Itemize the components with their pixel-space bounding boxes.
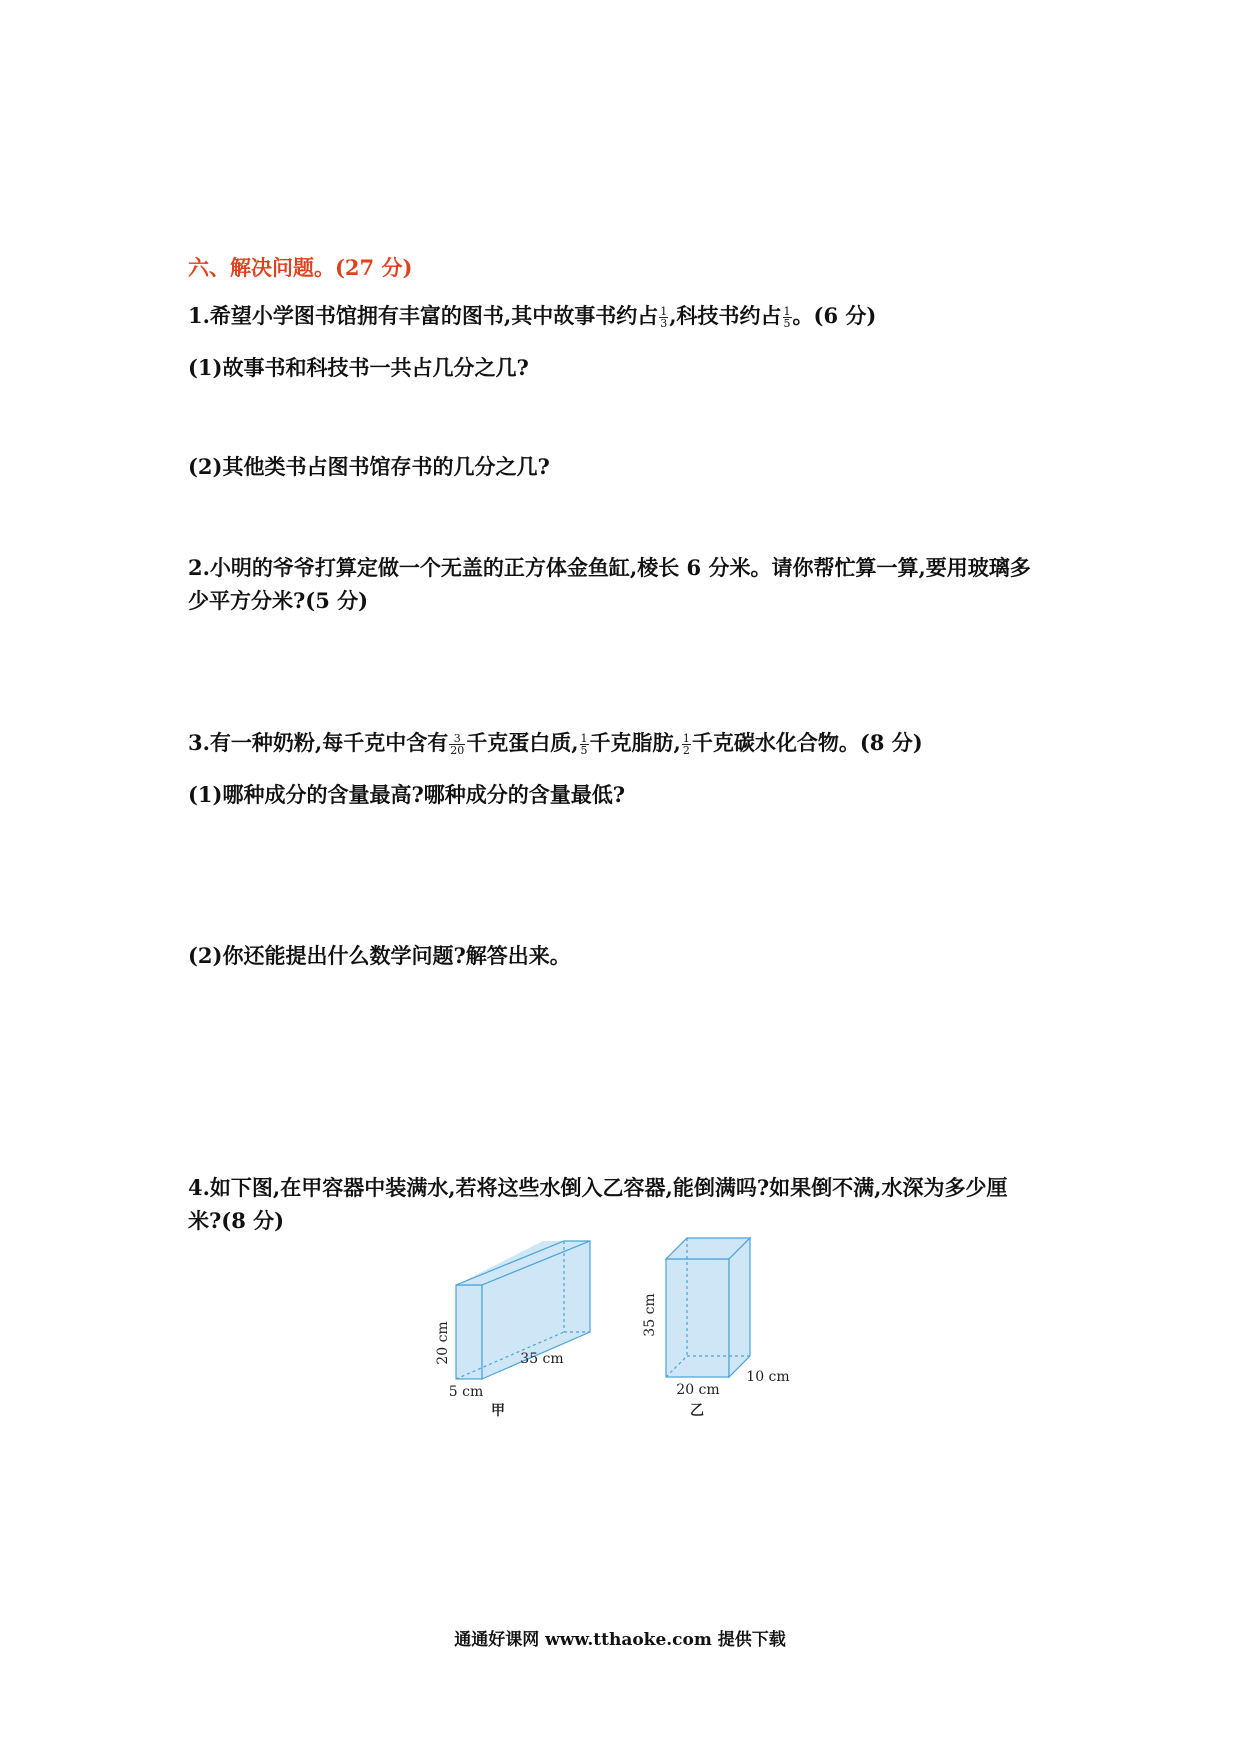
fraction-one-fifth	[783, 306, 792, 329]
question-3-sub-1: (1)哪种成分的含量最高?哪种成分的含量最低?	[188, 782, 626, 807]
fraction-denominator: 20	[450, 744, 465, 757]
fraction-one-half	[682, 733, 691, 756]
question-1-sub-1: (1)故事书和科技书一共占几分之几?	[188, 355, 529, 380]
fraction-denominator: 5	[783, 317, 791, 330]
q1-text-b: ,科技书约占	[669, 303, 782, 328]
q3-text-d: 千克碳水化合物。(8 分)	[691, 730, 923, 755]
q3-text-a: 3.有一种奶粉,每千克中含有	[188, 730, 449, 755]
yi-name-label: 乙	[690, 1403, 704, 1419]
question-4-line-2: 米?(8 分)	[188, 1208, 285, 1233]
fraction-numerator: 1	[682, 732, 690, 745]
question-4-line-1: 4.如下图,在甲容器中装满水,若将这些水倒入乙容器,能倒满吗?如果倒不满,水深为多少厘	[188, 1175, 1008, 1200]
fraction-denominator: 3	[660, 317, 668, 330]
jia-height-label: 20 cm	[435, 1321, 451, 1365]
section-title: 六、解决问题。(27 分)	[188, 255, 413, 280]
question-2-line-1: 2.小明的爷爷打算定做一个无盖的正方体金鱼缸,棱长 6 分米。请你帮忙算一算,要用玻璃多	[188, 555, 1031, 580]
fraction-numerator: 1	[660, 305, 668, 318]
yi-width-label: 10 cm	[746, 1369, 790, 1385]
question-3-text	[188, 729, 923, 757]
jia-length-label: 35 cm	[520, 1351, 564, 1367]
question-1-text	[188, 302, 876, 330]
question-3-sub-2: (2)你还能提出什么数学问题?解答出来。	[188, 943, 571, 968]
fraction-denominator: 2	[682, 744, 690, 757]
question-1-sub-2: (2)其他类书占图书馆存书的几分之几?	[188, 454, 550, 479]
fraction-three-twentieths	[449, 733, 465, 756]
fraction-one-fifth	[580, 733, 589, 756]
container-yi	[666, 1238, 750, 1377]
jia-name-label: 甲	[491, 1403, 505, 1419]
fraction-denominator: 5	[580, 744, 588, 757]
jia-width-label: 5 cm	[448, 1384, 484, 1400]
question-2-line-2: 少平方分米?(5 分)	[188, 588, 369, 613]
q3-text-b: 千克蛋白质,	[466, 730, 579, 755]
q1-text-c: 。(6 分)	[792, 303, 877, 328]
fraction-one-third	[659, 306, 668, 329]
yi-length-label: 20 cm	[676, 1382, 720, 1398]
q3-text-c: 千克脂肪,	[589, 730, 681, 755]
fraction-numerator: 1	[580, 732, 588, 745]
fraction-numerator: 3	[449, 733, 465, 745]
containers-figure	[430, 1235, 820, 1455]
q1-text-a: 1.希望小学图书馆拥有丰富的图书,其中故事书约占	[188, 303, 659, 328]
fraction-numerator: 1	[783, 305, 791, 318]
yi-height-label: 35 cm	[642, 1293, 658, 1337]
footer-download-notice: 通通好课网 www.tthaoke.com 提供下载	[454, 1630, 786, 1650]
